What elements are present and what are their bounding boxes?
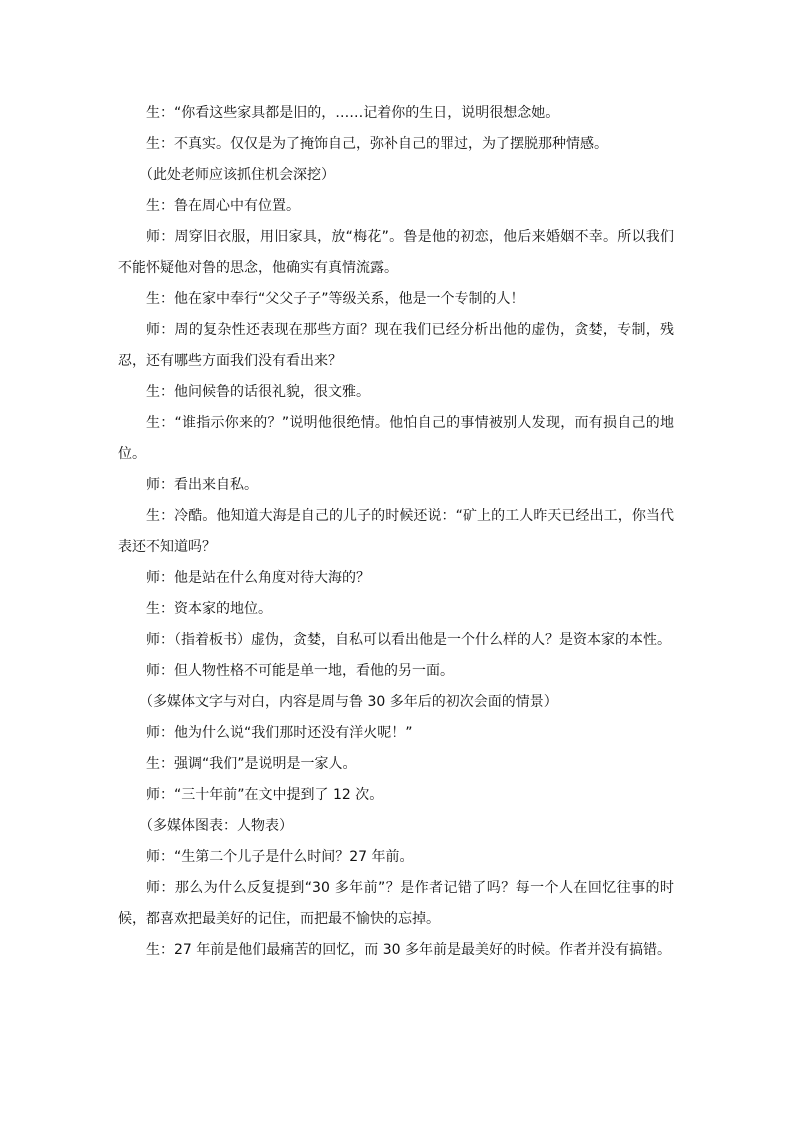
paragraph-student-autocrat: 生：他在家中奉行“父父子子”等级关系，他是一个专制的人！	[146, 291, 525, 307]
paragraph-multimedia-chart: （多媒体图表：人物表）	[139, 818, 293, 834]
paragraph-student-heartless: 生：“谁指示你来的？”说明他很绝情。他怕自己的事情被别人发现，而有损自己的地位。	[118, 415, 674, 462]
paragraph-teacher-thirty-years: 师：“三十年前”在文中提到了 12 次。	[146, 787, 384, 803]
paragraph-teacher-complexity: 师：周的复杂性还表现在那些方面？现在我们已经分析出他的虚伪，贪婪，专制，残忍，还有哪些方面我们没有看出来？	[118, 322, 674, 369]
paragraph-teacher-selfish: 师：看出来自私。	[146, 477, 258, 493]
paragraph-student-not-sincere: 生：不真实。仅仅是为了掩饰自己，弥补自己的罪过，为了摆脱那种情感。	[146, 136, 608, 152]
paragraph-student-furniture: 生：“你看这些家具都是旧的，……记着你的生日，说明很想念她。	[146, 105, 560, 121]
paragraph-teacher-other-side: 师：但人物性格不可能是单一地，看他的另一面。	[146, 663, 454, 679]
paragraph-teacher-matches: 师：他为什么说“我们那时还没有洋火呢！”	[146, 725, 413, 741]
paragraph-teacher-note: （此处老师应该抓住机会深挖）	[139, 167, 335, 183]
paragraph-student-position: 生：鲁在周心中有位置。	[146, 198, 300, 214]
document-page	[118, 98, 674, 966]
paragraph-teacher-second-son: 师：“生第二个儿子是什么时间？27 年前。	[146, 849, 414, 865]
paragraph-teacher-old-clothes: 师：周穿旧衣服，用旧家具，放“梅花”。鲁是他的初恋，他后来婚姻不幸。所以我们不能怀疑他对鲁的思念，他确实有真情流露。	[118, 229, 674, 276]
paragraph-teacher-angle: 师：他是站在什么角度对待大海的？	[146, 570, 370, 586]
paragraph-student-capitalist: 生：资本家的地位。	[146, 601, 272, 617]
paragraph-student-conclusion: 生：27 年前是他们最痛苦的回忆，而 30 多年前是最美好的时候。作者并没有搞错。	[146, 942, 671, 958]
paragraph-student-cold: 生：冷酷。他知道大海是自己的儿子的时候还说：“矿上的工人昨天已经出工，你当代表还不知道吗？	[118, 508, 674, 555]
paragraph-teacher-blackboard: 师：（指着板书）虚伪，贪婪，自私可以看出他是一个什么样的人？是资本家的本性。	[146, 632, 671, 648]
paragraph-multimedia-dialogue: （多媒体文字与对白，内容是周与鲁 30 多年后的初次会面的情景）	[139, 694, 558, 710]
paragraph-student-polite: 生：他问候鲁的话很礼貌，很文雅。	[146, 384, 370, 400]
paragraph-teacher-memory: 师：那么为什么反复提到“30 多年前”？是作者记错了吗？每一个人在回忆往事的时候，都喜欢把最美好的记住，而把最不愉快的忘掉。	[118, 880, 674, 927]
paragraph-student-family: 生：强调“我们”是说明是一家人。	[146, 756, 357, 772]
